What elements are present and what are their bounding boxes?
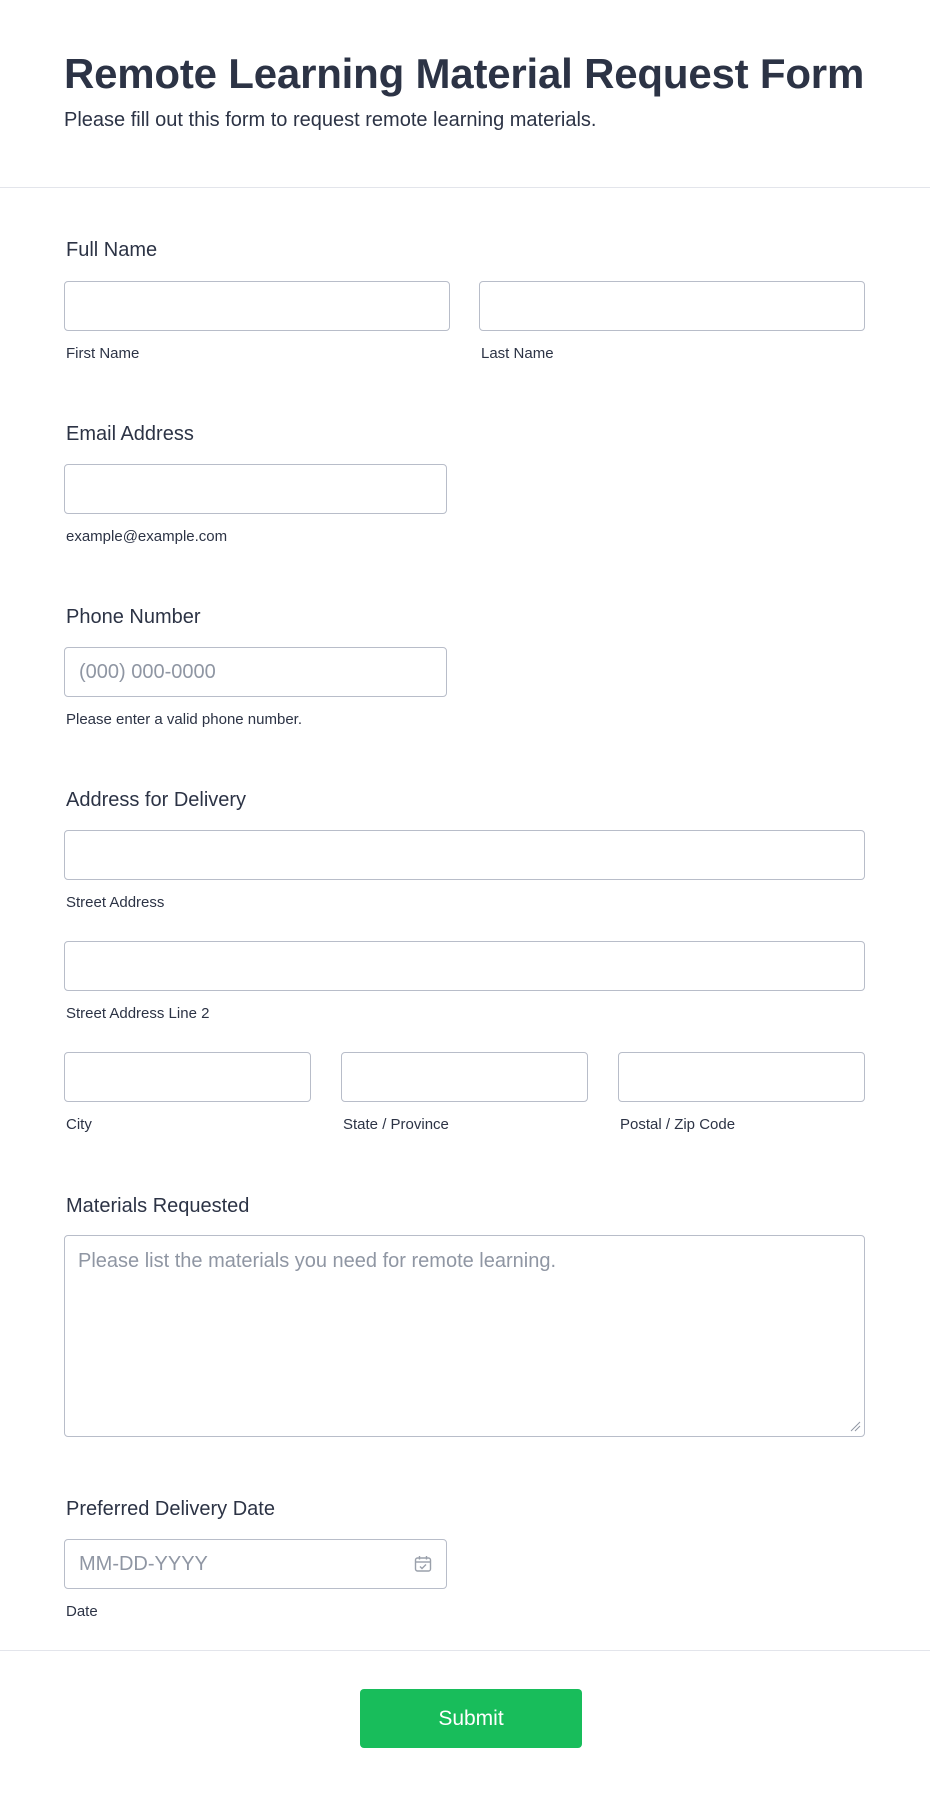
delivery-date-label: Preferred Delivery Date — [66, 1498, 275, 1520]
full-name-label: Full Name — [66, 239, 158, 261]
street-address-line2-input[interactable] — [64, 941, 865, 991]
first-name-input[interactable] — [64, 281, 450, 331]
calendar-icon[interactable] — [413, 1554, 433, 1574]
last-name-input[interactable] — [479, 281, 865, 331]
resize-grip-icon[interactable] — [850, 1421, 861, 1432]
city-input[interactable] — [64, 1052, 311, 1102]
postal-zip-sublabel: Postal / Zip Code — [620, 1116, 736, 1133]
phone-input[interactable] — [64, 647, 447, 697]
submit-button[interactable]: Submit — [360, 1689, 582, 1748]
email-sublabel: example@example.com — [66, 528, 228, 545]
street-address-sublabel: Street Address — [66, 894, 165, 911]
city-sublabel: City — [66, 1116, 92, 1133]
postal-zip-input[interactable] — [618, 1052, 865, 1102]
materials-textarea[interactable] — [64, 1235, 865, 1437]
phone-sublabel: Please enter a valid phone number. — [66, 711, 302, 728]
form-title: Remote Learning Material Request Form — [64, 50, 865, 97]
email-input[interactable] — [64, 464, 447, 514]
form-header — [0, 0, 930, 188]
state-province-input[interactable] — [341, 1052, 588, 1102]
street-address-line2-sublabel: Street Address Line 2 — [66, 1005, 210, 1022]
state-province-sublabel: State / Province — [343, 1116, 449, 1133]
street-address-input[interactable] — [64, 830, 865, 880]
first-name-sublabel: First Name — [66, 345, 140, 362]
last-name-sublabel: Last Name — [481, 345, 554, 362]
form-subtitle: Please fill out this form to request remote learning materials. — [64, 109, 597, 131]
email-label: Email Address — [66, 423, 194, 445]
footer-divider — [0, 1650, 930, 1651]
delivery-date-sublabel: Date — [66, 1603, 98, 1620]
address-label: Address for Delivery — [66, 789, 247, 811]
phone-label: Phone Number — [66, 606, 201, 628]
materials-label: Materials Requested — [66, 1195, 250, 1217]
delivery-date-input[interactable] — [64, 1539, 447, 1589]
